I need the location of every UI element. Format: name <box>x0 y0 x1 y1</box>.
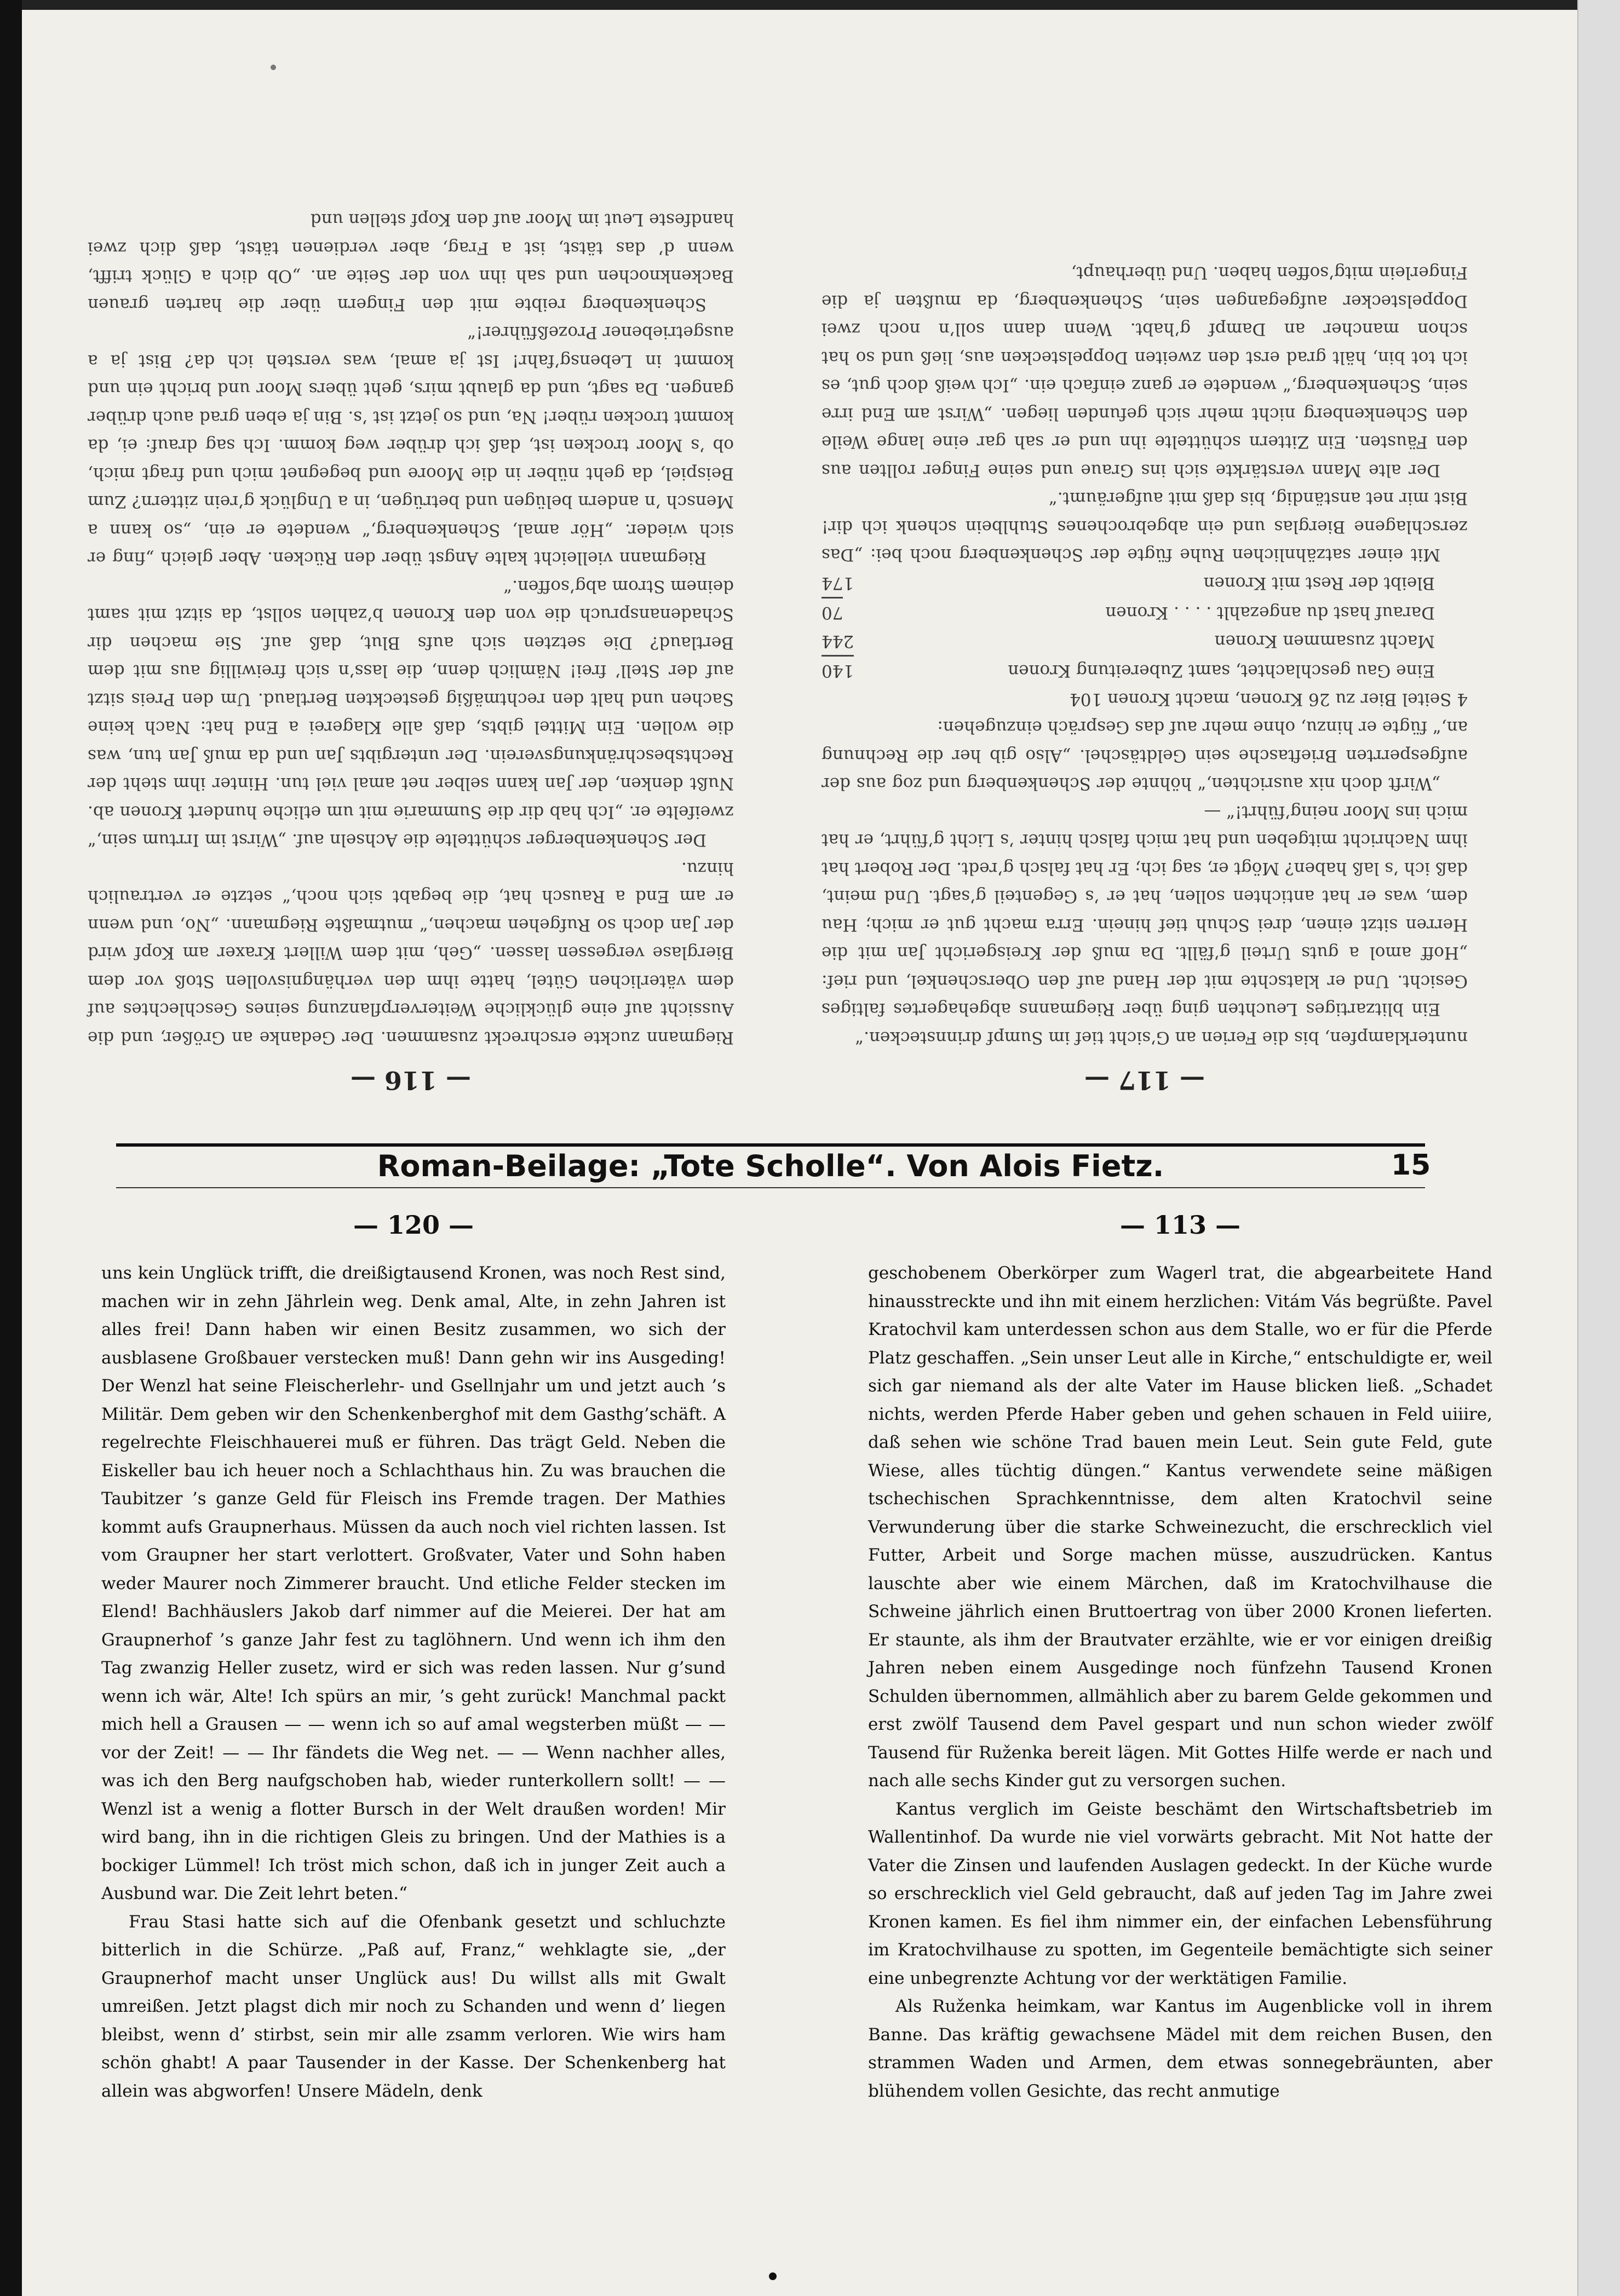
paragraph: Frau Stasi hatte sich auf die Ofenbank gesetzt und schluchzte bitterlich in die Schürze. „Paß auf, Franz,“ wehklagte sie, „der Graupnerhof macht unser Unglück aus! Du willst alls mit Gwalt umreißen. Jetzt plagst dich mir noch zu Schanden und wenn d’ liegen bleibst, wenn d’ stirbst, sein mir alle zsamm verloren. Wie wirs ham schön ghabt! A paar Tausender in der Kasse. Der Schenkenberg hat allein was abgworfen! Unsere Mädeln, denk <box>101 1912 726 2101</box>
bill-row <box>822 655 1468 685</box>
bill <box>822 569 1468 713</box>
page-113 <box>868 1210 1492 2105</box>
paragraph: „Wirft doch nix ausrichten,“ höhnte der Schenkenberg und zog aus der aufgesperrten Brieftasche sein Geldtäschel. „Also gib her die Rechnung an,“ fügte er hinzu, ohne mehr auf das Gespräch einzugehen: <box>822 717 1468 794</box>
page-number-117: — 117 — <box>1084 1066 1205 1095</box>
page-120 <box>101 1210 726 2105</box>
sheet-number: 15 <box>1391 1149 1431 1182</box>
bill-row <box>822 627 1468 655</box>
paragraph: Der alte Mann verstärkte sich ins Graue und seine Finger rollten aus den Fäusten. Ein Zittern schüttelte ihn und er sah gar eine lange Weile den Schenkenberg nicht mehr sich gefunden liegen. „Wirst am End irre sein, Schenkenberg,“ wendete er ganz einfach ein. „Ich weiß doch gut, es ich tot bin, hält grad erst den zweiten Doppelstecken aus, ließ und so hat schon mancher an Dampf g’habt. Wenn dann soll’n noch zwei Doppelstecker aufgegangen sein, Schenkenberg, da mußten ja die Fingerlein mitg’soffen haben. Und überhaupt, <box>822 263 1468 480</box>
bill-value: 244 <box>822 631 854 651</box>
paragraph: nunterklampfen, bis die Ferien an G’sicht tief im Sumpf drinnstecken.“ <box>855 1028 1468 1048</box>
bill-title: 4 Seitel Bier zu 26 Kronen, macht Kronen 104 <box>1070 689 1468 709</box>
bill-label: Darauf hast du angezahlt . . . . Kronen <box>1105 603 1435 623</box>
page-116 <box>88 71 734 1101</box>
bill-label: Bleibt der Rest mit Kronen <box>1203 573 1435 593</box>
paragraph: Der Schenkenberger schüttelte die Achseln auf. „Wirst im Irrtum sein,“ zweifelte er. „Ich hab dir die Summarie mit um etliche hundert Kronen ab. Nußt denken, der Jan kann selber net amal viel tun. Hinter ihm steht der Rechtsbeschränkungsverein. Der untergibts Jan und da muß Jan tun, was die wollen. Ein Mittel gibts, daß alle Klagerei a End hat: Nach keine Sachen und halt den rechtmäßig gesteckten Bertlaud. Um den Preis sitzt auf der Stell’ frei! Nämlich denn, die lass’n sich freiwillig aus mit dem Bertlaud? Die setzten sich aufs Blut, daß auf. Sie machen dir Schadenanspruch die von den Kronen b’zahlen sollst, da sitzt mit samt deinem Strom abg’soffen.“ <box>88 577 734 850</box>
paragraph: uns kein Unglück trifft, die dreißigtausend Kronen, was noch Rest sind, machen wir in zehn Jährlein weg. Denk amal, Alte, in zehn Jahren ist alles frei! Dann haben wir einen Besitz zusammen, wo sich der ausblasene Großbauer verstecken muß! Dann gehn wir ins Ausgeding! Der Wenzl hat seine Fleischerlehr- und Gsellnjahr um und jetzt auch ’s Militär. Dem geben wir den Schenkenberghof mit dem Gasthg’schäft. A regelrechte Fleischhauerei muß er führen. Das trägt Geld. Neben die Eiskeller bau ich heuer noch a Schlachthaus hin. Zu was brauchen die Taubitzer ’s ganze Geld für Fleisch ins Fremde tragen. Der Mathies kommt aufs Graupnerhaus. Müssen da auch noch viel richten lassen. Ist vom Graupner her start verlottert. Großvater, Vater und Sohn haben weder Maurer noch Zimmerer braucht. Und etliche Felder stecken im Elend! Bachhäuslers Jakob darf nimmer auf die Meierei. Der hat am Graupnerhof ’s ganze Jahr fest zu taglöhnern. Und wenn ich ihm den Tag zwanzig Heller zusetz, wird er sich was reden lassen. Nur g’sund wenn ich wär, Alte! Ich spürs an mir, ’s geht zurück! Manchmal packt mich hell a Grausen — — wenn ich so auf amal wegsterben müßt — — vor der Zeit! — — Ihr fändets die Weg net. — — Wenn nachher alles, was ich den Berg naufgschoben hab, wieder runterkollern sollt! — — Wenzl ist a wenig a flotter Bursch in der Welt draußen worden! Mir wird bang, ihn in die richtigen Gleis zu bringen. Und der Mathies is a bockiger Lümmel! Ich tröst mich schon, daß ich in junger Zeit auch a Ausbund war. Die Zeit lehrt beten.“ <box>101 1263 726 1903</box>
paragraph: Ein blitzartiges Leuchten ging über Riegmanns abgehagertes faltiges Gesicht. Und er klatschte mit der Hand auf den Oberschenkel, und rief: „Hoff amol a guts Urteil g’fällt. Da muß der Kreisgericht Jan mit die Herren sitzt einen, drei Schuh tief hinein. Erra macht gut er mich; Hau dem, was er hat antichten sollen, hat er ’s Gegenteil g’sagt. Und meint, daß ich ’s laß haben? Mögt er, sag ich; Er hat falsch g’redt. Der Robert hat ihm Nachricht mitgeben und hat mich falsch hinter ’s Licht g’führt, er hat mich ins Moor neing’führt!“ — <box>822 802 1468 1020</box>
scan-edge-left <box>0 0 22 2296</box>
scan-edge-right <box>1577 0 1620 2296</box>
ink-spot <box>769 2272 777 2280</box>
paragraph: Riegmann vielleicht kalte Angst über den Rücken. Aber gleich „fing er sich wieder. „Hör amal, Schenkenberg,“ wendete er ein, „so kann a Mensch ’n andern belügen und betrügen, in a Unglück g’rein zittern? Zum Beispiel, da geht nüber in die Moore und begegnet mich und fragt mich, ob ’s Moor trocken ist, daß ich drüber weg komm. Ich sag drauf: ei, da kommt trocken rüber! Na, und so jetzt ist ’s. Bin ja eben grad auch drüber gangen. Da sagt, und da glaubt mirs, geht übers Moor und bricht ein und kommt in Lebensg’fahr! Ist ja amal, was versteh ich da? Bist ja a ausgetriebener Prozeßführer!“ <box>88 323 734 568</box>
header-rule-bottom <box>116 1187 1425 1188</box>
bill-row <box>822 569 1468 597</box>
bill-value: 70 <box>822 597 843 627</box>
page-number-113: — 113 — <box>1119 1210 1241 1240</box>
paragraph: Als Ruženka heimkam, war Kantus im Augenblicke voll in ihrem Banne. Das kräftig gewachsene Mädel mit dem reichen Busen, den strammen Waden und Armen, dem etwas sonnegebräunten, aber blühendem vollen Gesichte, das recht anmutige <box>868 1996 1492 2101</box>
paragraph: Riegmann zuckte erschreckt zusammen. Der Gedanke an Größer, und die Aussicht auf eine glückliche Weiterverpflanzung seines Geschlechtes auf dem väterlichen Gütel, hatte ihm den verhängnisvollen Stoß vor dem Bierglase vergessen lassen. „Geh, mit dem Willert Kraxer am Kopf wird der Jan doch so Rufgehen machen,“ mutmaßte Riegmann. „No, und wenn er am End a Rausch hat, die begabt sich noch,“ setzte er vertraulich hinzu. <box>88 859 734 1048</box>
bill-label: Eine Gau geschlachtet, samt Zubereitung Kronen <box>1008 661 1435 681</box>
bill-row <box>822 597 1468 627</box>
bill-label: Macht zusammen Kronen <box>1214 631 1435 651</box>
ink-spot <box>271 65 276 70</box>
bill-value: 174 <box>822 573 854 593</box>
page-number-120: — 120 — <box>353 1210 474 1240</box>
paragraph: Schenkenberg reibte mit den Fingern über die harten grauen Backenknochen und sah ihn von der Seite an. „Ob dich a Glück trifft, wenn d’ das tätst, ist a Frag, aber verdienen tätst, daß dich zwei handfeste Leut im Moor auf den Kopf stellen und <box>88 210 734 314</box>
page-117 <box>822 71 1468 1101</box>
running-header: Roman-Beilage: „Tote Scholle“. Von Alois Fietz. <box>377 1149 1164 1183</box>
bill-value: 140 <box>822 655 854 685</box>
paragraph: geschobenem Oberkörper zum Wagerl trat, die abgearbeitete Hand hinausstreckte und ihn mit einem herzlichen: Vitám Vás begrüßte. Pavel Kratochvil kam unterdessen schon aus dem Stalle, wo er für die Pferde Platz geschaffen. „Sein unser Leut alle in Kirche,“ entschuldigte er, weil sich gar niemand als der alte Vater im Hause blicken ließ. „Schadet nichts, werden Pferde Haber geben und gehen schauen in Feld uiiire, daß sehen wie schöne Trad bauen mein Leut. Sein gute Feld, gute Wiese, alles tüchtig düngen.“ Kantus verwendete seine mäßigen tschechischen Sprachkenntnisse, dem alten Kratochvil seine Verwunderung über die starke Schweinezucht, die erschrecklich viel Futter, Arbeit und Sorge machen müsse, auszudrücken. Kantus lauschte aber wie einem Märchen, daß im Kratochvilhause die Schweine jährlich einen Bruttoertrag von über 2000 Kronen lieferten. Er staunte, als ihm der Brautvater erzählte, wie er vor einigen dreißig Jahren neben einem Ausgedinge noch fünfzehn Tausend Kronen Schulden übernommen, allmählich aber zu barem Gelde gekommen und erst zwölf Tausend dem Pavel gespart und nun schon wieder zwölf Tausend für Ruženka bereit lägen. Mit Gottes Hilfe werde er nach und nach alle sechs Kinder gut zu versorgen suchen. <box>868 1263 1492 1791</box>
paragraph: Kantus verglich im Geiste beschämt den Wirtschaftsbetrieb im Wallentinhof. Da wurde nie viel vorwärts gebracht. Mit Not hatte der Vater die Zinsen und laufenden Auslagen gedeckt. In der Küche wurde so erschrecklich viel Geld gebraucht, daß auf jeden Tag im Jahre zwei Kronen kamen. Es fiel ihm nimmer ein, der einfachen Lebensführung im Kratochvilhause zu spotten, im Gegenteile bemächtigte sich seiner eine unbegrenzte Achtung vor der werktätigen Familie. <box>868 1799 1492 1988</box>
page-number-116: — 116 — <box>350 1066 472 1095</box>
upper-inverted-pages <box>88 71 1468 1101</box>
paragraph: Mit einer satzähnlichen Ruhe fügte der Schenkenberg noch bei: „Das zerschlagene Bierglas und ein abgebrochenes Stuhlbein schenk ich dir! Bist mir net anständig, bis daß mit aufgeräumt.“ <box>822 488 1468 565</box>
scan-edge-top <box>0 0 1620 10</box>
